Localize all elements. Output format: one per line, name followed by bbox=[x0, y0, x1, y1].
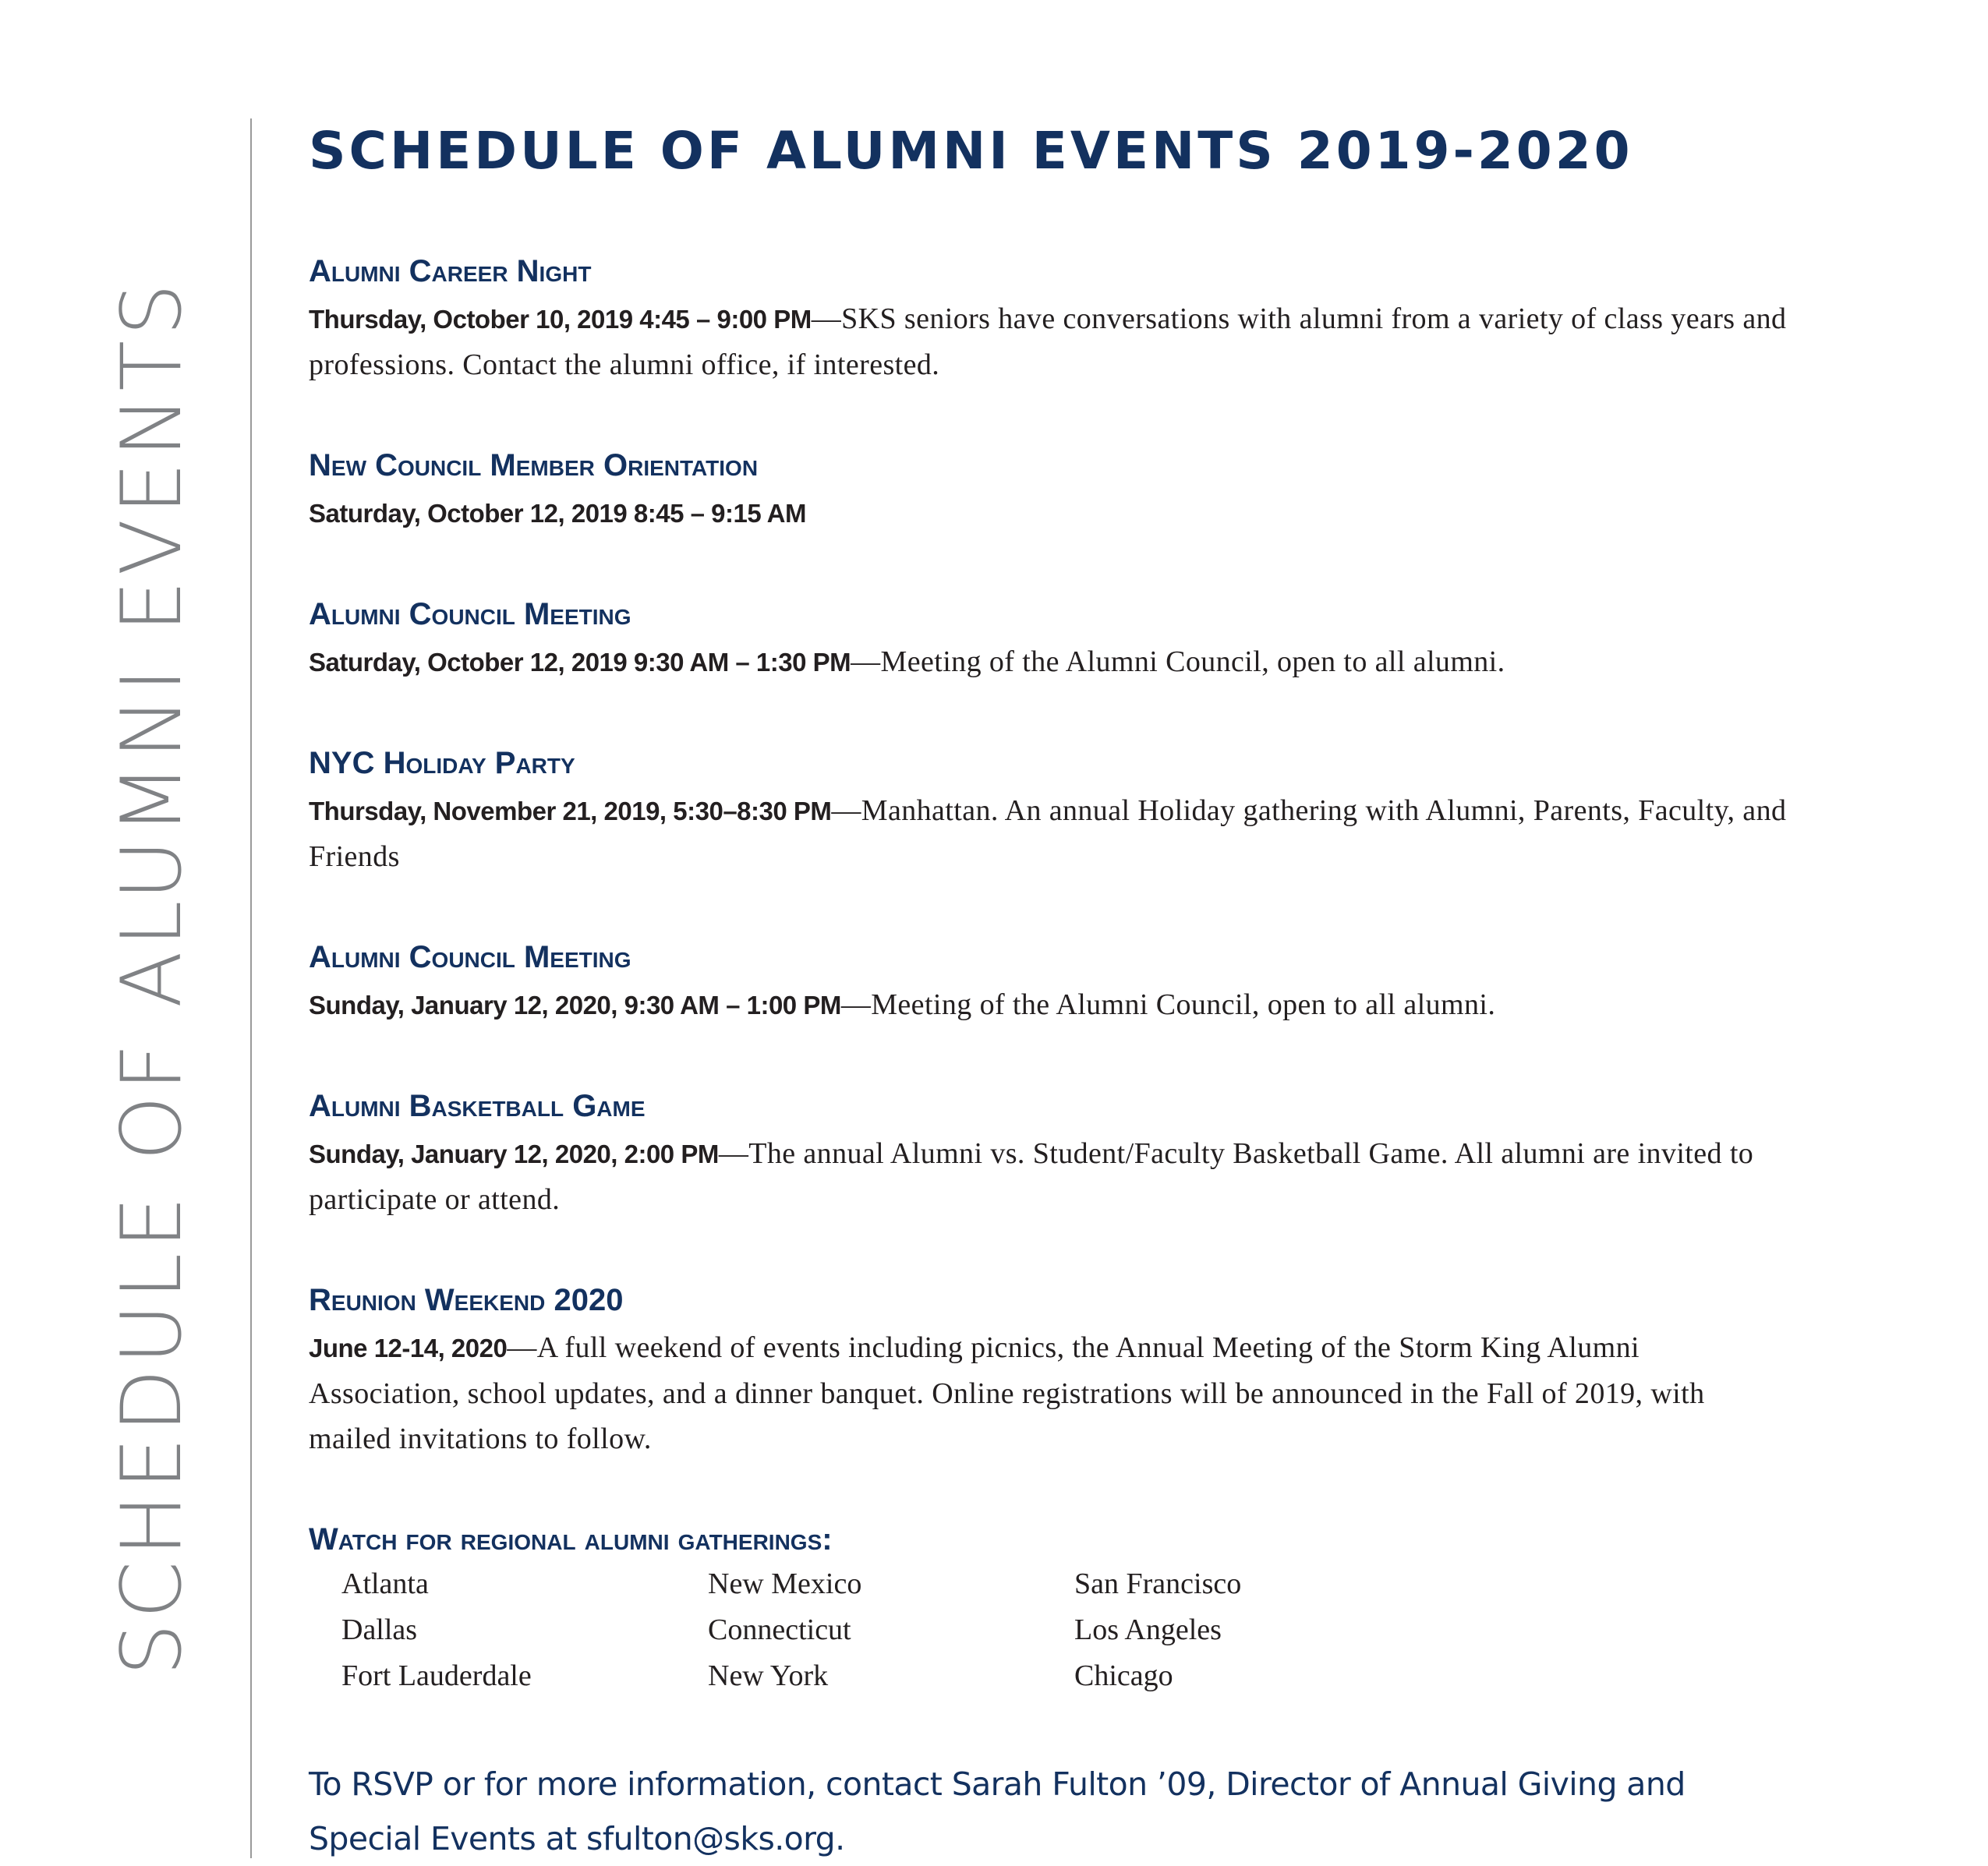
event-date: Saturday, October 12, 2019 9:30 AM – 1:30 PM bbox=[309, 648, 851, 677]
event-description: —The annual Alumni vs. Student/Faculty Basketball Game. All alumni are invited to participate or attend. bbox=[309, 1137, 1754, 1216]
city-item: Atlanta bbox=[341, 1567, 429, 1600]
page-title: SCHEDULE OF ALUMNI EVENTS 2019-2020 bbox=[309, 121, 1633, 181]
event-body bbox=[309, 1131, 1790, 1222]
city-item: New York bbox=[708, 1659, 829, 1692]
event-description: —SKS seniors have conversations with alumni from a variety of class years and professions. Contact the alumni office, if interested. bbox=[309, 302, 1787, 381]
event-description: —Manhattan. An annual Holiday gathering with Alumni, Parents, Faculty, and Friends bbox=[309, 794, 1787, 873]
city-item: Connecticut bbox=[708, 1613, 851, 1646]
event-new-council-member-orientation bbox=[309, 444, 1790, 536]
event-date: Saturday, October 12, 2019 8:45 – 9:15 AM bbox=[309, 499, 806, 528]
event-description: —A full weekend of events including picnics, the Annual Meeting of the Storm King Alumni Association, school updates, and a dinner banquet. Online registrations will be announced in the Fall of 2019, with mailed invitations to follow. bbox=[309, 1331, 1705, 1455]
event-body bbox=[309, 982, 1790, 1028]
event-body bbox=[309, 490, 1790, 536]
city-item: Dallas bbox=[341, 1613, 418, 1646]
event-description: —Meeting of the Alumni Council, open to all alumni. bbox=[840, 988, 1496, 1021]
event-date: Sunday, January 12, 2020, 9:30 AM – 1:00 PM bbox=[309, 991, 841, 1020]
event-title: Reunion Weekend 2020 bbox=[309, 1283, 624, 1317]
event-title: Alumni Council Meeting bbox=[309, 597, 631, 631]
event-date: Sunday, January 12, 2020, 2:00 PM bbox=[309, 1140, 719, 1168]
city-item: Chicago bbox=[1074, 1659, 1173, 1692]
event-description: —Meeting of the Alumni Council, open to all alumni. bbox=[851, 645, 1505, 678]
event-title: New Council Member Orientation bbox=[309, 448, 759, 482]
event-date: Thursday, November 21, 2019, 5:30–8:30 PM bbox=[309, 797, 832, 825]
event-body bbox=[309, 1325, 1790, 1461]
city-item: New Mexico bbox=[708, 1567, 862, 1600]
event-alumni-basketball-game bbox=[309, 1084, 1790, 1222]
rsvp-contact: To RSVP or for more information, contact Sarah Fulton ’09, Director of Annual Giving and Special Events at sfulton@sks.org. bbox=[309, 1765, 1686, 1857]
event-nyc-holiday-party bbox=[309, 741, 1790, 879]
event-title: Alumni Career Night bbox=[309, 254, 592, 288]
event-alumni-council-meeting-january bbox=[309, 935, 1790, 1028]
city-item: Los Angeles bbox=[1074, 1613, 1222, 1646]
event-title: Alumni Basketball Game bbox=[309, 1089, 646, 1123]
event-alumni-council-meeting-october bbox=[309, 592, 1790, 685]
event-alumni-career-night bbox=[309, 249, 1790, 387]
regional-gatherings bbox=[309, 1518, 1790, 1699]
event-date: Thursday, October 10, 2019 4:45 – 9:00 PM bbox=[309, 305, 812, 334]
event-body bbox=[309, 296, 1790, 387]
event-date: June 12-14, 2020 bbox=[309, 1334, 508, 1362]
main-content bbox=[309, 117, 1790, 1866]
event-body bbox=[309, 639, 1790, 685]
event-body bbox=[309, 788, 1790, 879]
event-reunion-weekend bbox=[309, 1278, 1790, 1461]
regional-title: Watch for regional alumni gatherings: bbox=[309, 1522, 833, 1557]
event-title: NYC Holiday Party bbox=[309, 746, 575, 780]
side-title: SCHEDULE OF ALUMNI EVENTS bbox=[104, 278, 200, 1676]
cities-list bbox=[341, 1561, 1790, 1699]
city-item: Fort Lauderdale bbox=[341, 1659, 532, 1692]
event-title: Alumni Council Meeting bbox=[309, 940, 631, 974]
city-item: San Francisco bbox=[1074, 1567, 1242, 1600]
vertical-divider bbox=[250, 118, 252, 1858]
